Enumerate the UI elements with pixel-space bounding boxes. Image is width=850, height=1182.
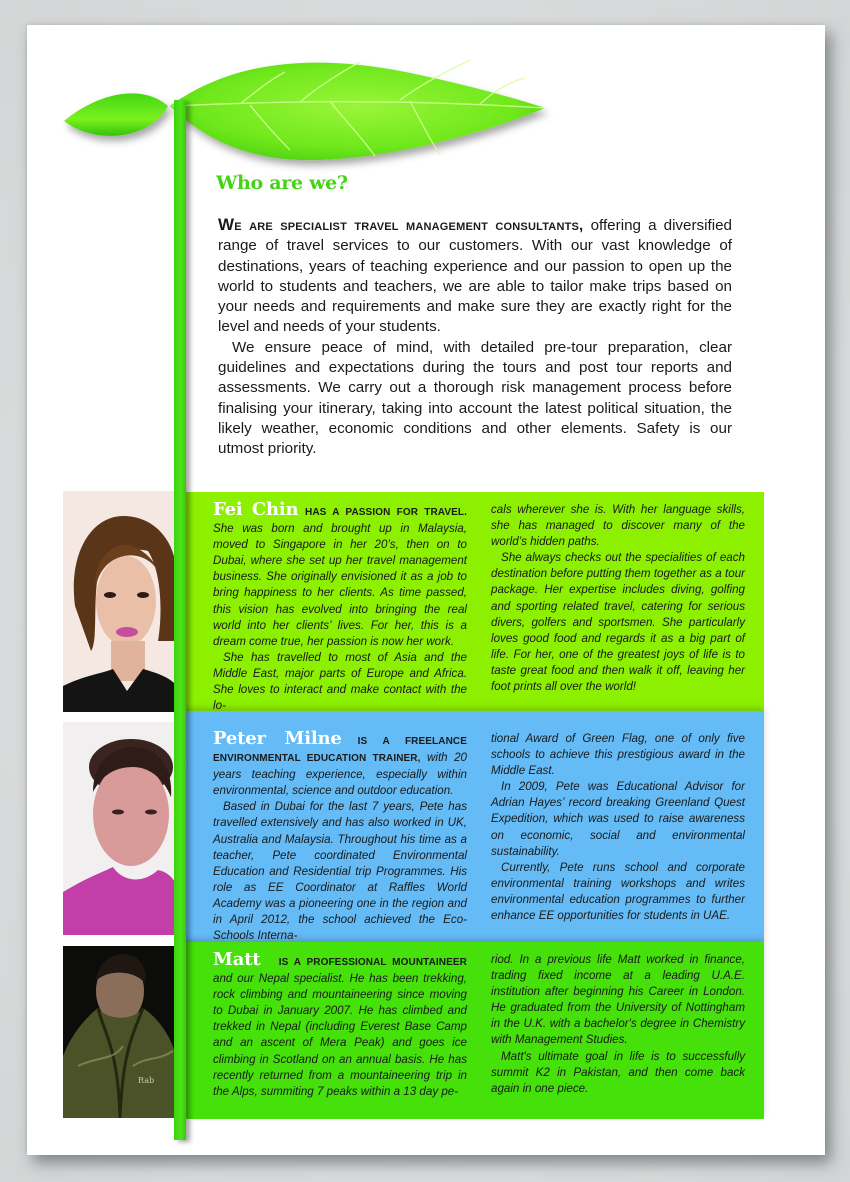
profile-name: Fei Chin bbox=[213, 499, 299, 520]
photo-peter-milne bbox=[63, 722, 176, 935]
profile-peter-milne bbox=[213, 728, 745, 944]
profile-paragraph: riod. In a previous life Matt worked in finance, trading fixed income at a leading U.A.E. institution after beginning his Career in London. He graduated from the University of Nottingham in the U.K. with a bachelor's degree in Chemistry with Management Studies. bbox=[491, 953, 745, 1047]
profile-lead: IS A FREELANCE ENVIRONMENTAL EDUCATION TRAINER, bbox=[213, 736, 467, 765]
profile-column-left bbox=[213, 728, 467, 944]
profile-paragraph: Currently, Pete runs school and corporate environmental training workshops and writes environmental education programmes to further enhance EE opportunities for students in UAE. bbox=[491, 860, 745, 923]
profile-paragraph: In 2009, Pete was Educational Advisor for Adrian Hayes’ record breaking Greenland Quest Expedition, which was used to raise awareness on economic, social and environmental sustainability. bbox=[491, 780, 745, 858]
profile-column-right bbox=[491, 731, 745, 944]
profile-paragraph: She always checks out the specialities of each destination before putting them together as a tour package. Her expertise includes diving, golfing and sporting related travel, catering for serious divers, golfers and sportsmen. She particularly loves good food and regards it as a big part of life. For her, one of the greatest joys of life is to taste great food and then walk it off, leaving her foot prints all over the world! bbox=[491, 551, 745, 694]
intro-paragraph-1-text: offering a diversified range of travel services to our customers. With our vast knowledge of destinations, years of teaching experience and our passion to open up the world to students and teachers, we are able to tailor make trips based on your needs and requirements and make sure they are exactly right for the level and needs of your students. bbox=[218, 217, 732, 336]
profile-column-right bbox=[491, 952, 745, 1100]
profile-column-left bbox=[213, 949, 467, 1100]
intro-lead-text: e are specialist travel management consultants, bbox=[234, 217, 584, 234]
profile-paragraph: She has travelled to most of Asia and the Middle East, major parts of Europe and Africa. She loves to interact and make contact with the lo- bbox=[213, 650, 467, 713]
profile-name: Matt bbox=[213, 949, 261, 970]
profile-paragraph: cals wherever she is. With her language skills, she has managed to discover many of the world’s hidden paths. bbox=[491, 503, 745, 549]
photo-matt bbox=[63, 946, 176, 1118]
profile-paragraph bbox=[213, 949, 467, 1100]
intro-lead-cap: W bbox=[218, 215, 235, 234]
section-heading: Who are we? bbox=[216, 172, 348, 194]
profile-paragraph: tional Award of Green Flag, one of only five schools to achieve this prestigious award in the Middle East. bbox=[491, 732, 745, 778]
profile-name: Peter Milne bbox=[213, 728, 342, 749]
sprout-stem bbox=[174, 100, 186, 1140]
intro-lead bbox=[218, 217, 583, 234]
jacket-logo: Rab bbox=[138, 1076, 155, 1085]
profile-paragraph bbox=[213, 499, 467, 650]
profile-lead: IS A PROFESSIONAL MOUNTAINEER bbox=[278, 957, 467, 968]
intro-text bbox=[218, 215, 732, 460]
large-leaf bbox=[170, 63, 545, 161]
intro-paragraph-1 bbox=[218, 215, 732, 338]
profile-lead: HAS A PASSION FOR TRAVEL. bbox=[305, 507, 467, 518]
profile-paragraph bbox=[213, 728, 467, 799]
small-leaf bbox=[64, 93, 168, 136]
profile-paragraph: Matt's ultimate goal in life is to successfully summit K2 in Pakistan, and then come back again in one piece. bbox=[491, 1049, 745, 1095]
photo-fei-chin bbox=[63, 491, 176, 712]
profile-matt bbox=[213, 949, 745, 1100]
sprout-leaves-graphic bbox=[0, 0, 850, 220]
profile-column-left bbox=[213, 499, 467, 714]
profile-text: with 20 years teaching experience, especially within environmental, science and outdoor education. bbox=[213, 751, 467, 798]
profile-fei-chin bbox=[213, 499, 745, 714]
profile-column-right bbox=[491, 502, 745, 714]
profile-paragraph: Based in Dubai for the last 7 years, Pete has travelled extensively and has also worked in UK, Australia and Malaysia. Throughout his time as a teacher, Pete coordinated Environmental Education and Residential trip Programmes. His role as EE Coordinator at Raffles World Academy was a pioneering one in the region and in April 2012, the school achieved the Eco-Schools Interna- bbox=[213, 800, 467, 943]
profile-text: She was born and brought up in Malaysia, moved to Singapore in her 20’s, then on to Dubai, where she set up her travel management business. She originally envisioned it as a job to bring happiness to her clients. As time passed, this vision has evolved into bringing the real world into her clients’ lives. For her, this is a dream come true, her passion is now her work. bbox=[213, 522, 467, 648]
intro-paragraph-2: We ensure peace of mind, with detailed pre-tour preparation, clear guidelines and expectations during the tours and post tour reports and assessments. We carry out a thorough risk management process before finalising your itinerary, taking into account the latest political situation, the likely weather, economic conditions and other elements. Safety is our utmost priority. bbox=[218, 338, 732, 458]
profile-text: and our Nepal specialist. He has been trekking, rock climbing and mountaineering since moving to Dubai in January 2007. He has climbed and trekked in Nepal (including Everest Base Camp and an ascent of Mera Peak) and goes ice climbing in Scotland on an annual basis. He has recently returned from a mountaineering trip in the Alps, summiting 7 peaks within a 13 day pe- bbox=[213, 972, 467, 1098]
